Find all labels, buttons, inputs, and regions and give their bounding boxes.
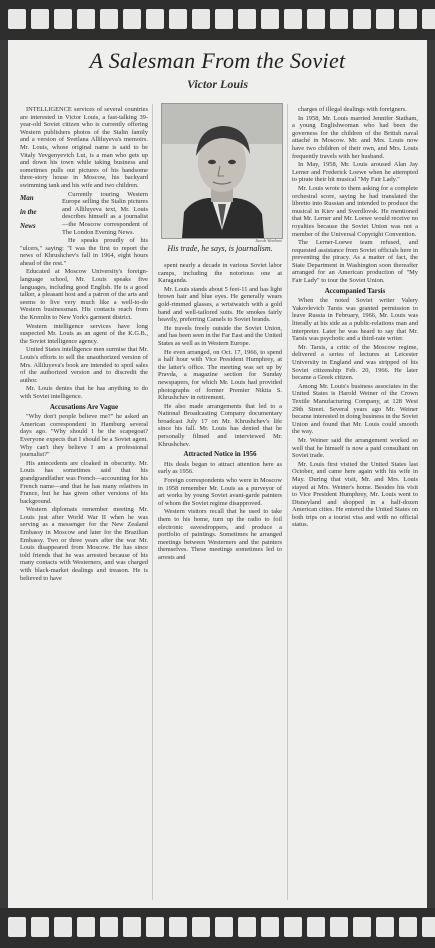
sprocket-hole	[169, 9, 187, 29]
sprocket-hole	[31, 917, 49, 937]
sprocket-hole	[284, 9, 302, 29]
sprocket-hole	[146, 9, 164, 29]
sprocket-hole	[169, 917, 187, 937]
paragraph: The Lerner-Loewe team refused, and requested assistance from Soviet officials here in preventing the piracy. As a matter of fact, the State Department in Washington soon thereafter arranged for an American production of "My Fair Lady" to tour the Soviet Union.	[292, 239, 418, 285]
paragraph: Mr. Louis denies that he has anything to do with Soviet intelligence.	[20, 385, 148, 400]
sprocket-hole	[215, 917, 233, 937]
sprocket-hole	[261, 9, 279, 29]
paragraph: He travels freely outside the Soviet Union, and has been seen in the Far East and the United States as well as in Western Europe.	[158, 324, 282, 347]
photo-credit: Jacob Warbow	[255, 238, 282, 243]
sprocket-hole	[146, 917, 164, 937]
paragraph: spent nearly a decade in various Soviet labor camps, including the notorious one at Karaganda.	[158, 262, 282, 285]
paragraph: "Why don't people believe me?" he asked an American correspondent in Hamburg several days ago. "Why should I be the scapegoat? Everyone expects that I should be a Soviet agent. Why can't they believe I am a professional journalist?"	[20, 413, 148, 459]
sprocket-hole	[330, 917, 348, 937]
sprocket-hole	[54, 917, 72, 937]
inset-label: News	[20, 221, 36, 230]
paragraph: Foreign correspondents who were in Moscow in 1958 remember Mr. Louis as a purveyor of art works by young Soviet avant-garde painters of whom the Soviet regime disapproved.	[158, 477, 282, 507]
sprocket-hole	[100, 917, 118, 937]
sprocket-hole	[353, 9, 371, 29]
sprocket-hole	[422, 9, 435, 29]
paragraph: Mr. Weiner said the arrangement worked so well that he himself is now a paid consultant on Soviet trade.	[292, 436, 418, 460]
sprocket-hole	[330, 9, 348, 29]
paragraph: Mr. Tarsis, a critic of the Moscow regime, delivered a series of lectures at Leicester University in England and was stripped of his Soviet citizenship Feb. 20, 1966. He later became a Greek citizen.	[292, 343, 418, 382]
sprocket-hole	[376, 917, 394, 937]
sprocket-hole	[238, 9, 256, 29]
subheading: Attracted Notice in 1956	[183, 450, 257, 459]
portrait-image	[162, 104, 282, 238]
sprocket-hole	[307, 9, 325, 29]
paragraph: Western diplomats remember meeting Mr. Louis just after World War II when he was serving as a messenger for the New Zealand Embassy in Moscow and later for the Brazilian Embassy. Two or three years after the war Mr. Louis disappeared from Moscow. He has since told friends that he was arrested because of his many contacts with Westerners, and was charged with black-market dealings and treason. He is believed to have	[20, 506, 148, 582]
sprocket-hole	[307, 917, 325, 937]
paragraph: United States intelligence men surmise that Mr. Louis's efforts to sell the unauthorized version of Mrs. Alliluyeva's book are intended to spoil sales of the authorized version and to discredit the author.	[20, 346, 148, 384]
sprocket-hole	[8, 9, 26, 29]
paragraph: His deals began to attract attention here as early as 1956.	[158, 460, 282, 476]
sprocket-hole	[77, 917, 95, 937]
paragraph: INTELLIGENCE services of several countries are interested in Victor Louis, a fast-talking 39-year-old Soviet citizen who is currently offering Western publishers photos of the Stalin family and a version of Svetlana Alliluyeva's memoirs. Mr. Louis, whose original name is said to be Vitaly Yevgenyevich Lui, is a man who gets up and down his town while taking business and sometimes pulls out pictures of his handsome three-story house in Moscow, his backyard swimming tank and his wife and two children.	[20, 106, 148, 189]
sprocket-hole	[123, 9, 141, 29]
newspaper-clipping	[8, 40, 427, 908]
sprocket-hole	[399, 9, 417, 29]
paragraph: Mr. Louis wrote to them asking for a complete orchestral score, saying he had translated the libretto into Russian and intended to produce the musical in Kiev and Sverdlovsk. He mentioned that Mr. Lerner and Mr. Loewe would receive no royalties because the Soviet Union was not a member of the Universal Copyright Convention.	[292, 184, 418, 238]
sprocket-hole	[284, 917, 302, 937]
sprocket-hole	[100, 9, 118, 29]
sprocket-hole	[399, 917, 417, 937]
paragraph: Western visitors recall that he used to take them to his home, turn up the radio to foil electronic eavesdroppers, and produce a portfolio of paintings. Sometimes he arranged meetings between Westerners and the painters themselves. These meetings sometimes led to arrests and	[158, 508, 282, 561]
sprocket-hole	[77, 9, 95, 29]
paragraph: In May, 1958, Mr. Louis aroused Alan Jay Lerner and Frederick Loewe when he attempted to pirate their hit musical "My Fair Lady."	[292, 161, 418, 184]
subheading: Accusations Are Vague	[49, 402, 119, 411]
sprocket-hole	[261, 917, 279, 937]
photo-caption: His trade, he says, is journalism.	[167, 244, 273, 253]
film-strip-top	[0, 0, 435, 40]
paragraph: He speaks proudly of his "ulcers," saying: "I was the first to report the news of Khrushchev's fall in 1964, eight hours ahead of the rest."	[20, 237, 148, 267]
sprocket-hole	[192, 917, 210, 937]
paragraph: Educated at Moscow University's foreign-language school, Mr. Louis speaks five languages, including good English. He is a good talker, a pleasant host and a patron of the arts and seems to live very much like a well-to-do Western businessman. His contacts reach from the Kremlin to New York's garment district.	[20, 268, 148, 322]
paragraph: He also made arrangements that led to a National Broadcasting Company documentary broadcast July 17 on Mr. Khrushchev's life since his fall. Mr. Louis has denied that he personally filmed and interviewed Mr. Khrushchev.	[158, 402, 282, 448]
inset-label: in the	[20, 207, 37, 216]
paragraph: Currently touring Western Europe selling the Stalin pictures and Alliluyeva text, Mr. Louis describes himself as a journalist—the Moscow correspondent of The London Evening News.	[62, 190, 148, 236]
man-in-the-news-inset	[20, 191, 58, 237]
sprocket-hole	[31, 9, 49, 29]
headline: A Salesman From the Soviet	[89, 48, 346, 73]
article-column-3	[292, 106, 418, 902]
sprocket-hole	[123, 917, 141, 937]
paragraph: Mr. Louis stands about 5 feet-11 and has light brown hair and blue eyes. He generally wears gold-rimmed glasses, a wristwatch with a gold band and well-tailored suits. He smokes fairly heavily, preferring Camels to Soviet brands.	[158, 285, 282, 324]
sprocket-hole	[353, 917, 371, 937]
paragraph: When the noted Soviet writer Valery Yakovlevich Tarsis was granted permission to leave Russia in February, 1966, Mr. Louis was literally at his side as a public-relations man and interpreter. Later he was heard to say that Mr. Tarsis was psychotic and a third-rate writer.	[292, 297, 418, 343]
sprocket-hole	[238, 917, 256, 937]
paragraph: His antecedents are cloaked in obscurity. Mr. Louis has sometimes said that his grandgrandfather was French—accounting for his French name—and that he has many relatives in France, but he has given other versions of his background.	[20, 459, 148, 505]
sprocket-hole	[192, 9, 210, 29]
article-column-2	[158, 262, 282, 902]
inset-label: Man	[20, 193, 34, 202]
subheading: Accompanied Tarsis	[324, 286, 386, 295]
article-column-1	[20, 106, 148, 902]
sprocket-hole	[422, 917, 435, 937]
paragraph: In 1958, Mr. Louis married Jennifer Statham, a young Englishwoman who had been the governess for the children of the British naval attaché in Moscow. Mr. and Mrs. Louis now have two children of their own, and Mrs. Louis frequently travels with her husband.	[292, 114, 418, 160]
paragraph: charges of illegal dealings with foreigners.	[298, 106, 407, 113]
paragraph: Among Mr. Louis's business associates in the United States is Harold Weiner of the Crown Textile Manufacturing Company, at 128 West 29th Street. Several years ago Mr. Weiner became interested in doing business in the Soviet Union and found that Mr. Louis could smooth the way.	[292, 382, 418, 436]
paragraph: He even arranged, on Oct. 17, 1966, to spend a half hour with Vice President Humphrey, at the latter's office. The meeting was set up by Pravda, a magazine section for Sunday newspapers, for which Mr. Louis had provided photographs of former Premier Nikita S. Khrushchev in retirement.	[158, 348, 282, 402]
column-rule	[152, 104, 153, 900]
paragraph: Mr. Louis first visited the United States last October, and came here again with his wife in May. During that visit, Mr. and Mrs. Louis stayed at Mrs. Weiner's home. Besides his visit to Vice President Humphrey, Mr. Louis went to Disneyland and shopped in a half-dozen American cities. He entered the United States on both trips on a tourist visa and with no official status.	[292, 460, 418, 529]
sprocket-hole	[215, 9, 233, 29]
film-strip-bottom	[0, 908, 435, 948]
byline: Victor Louis	[186, 77, 248, 91]
portrait-photo	[161, 103, 283, 239]
sprocket-hole	[376, 9, 394, 29]
sprocket-hole	[8, 917, 26, 937]
paragraph: Western intelligence services have long suspected Mr. Louis as an agent of the K.G.B., the Soviet intelligence agency.	[20, 322, 148, 345]
sprocket-hole	[54, 9, 72, 29]
column-rule	[287, 104, 288, 900]
